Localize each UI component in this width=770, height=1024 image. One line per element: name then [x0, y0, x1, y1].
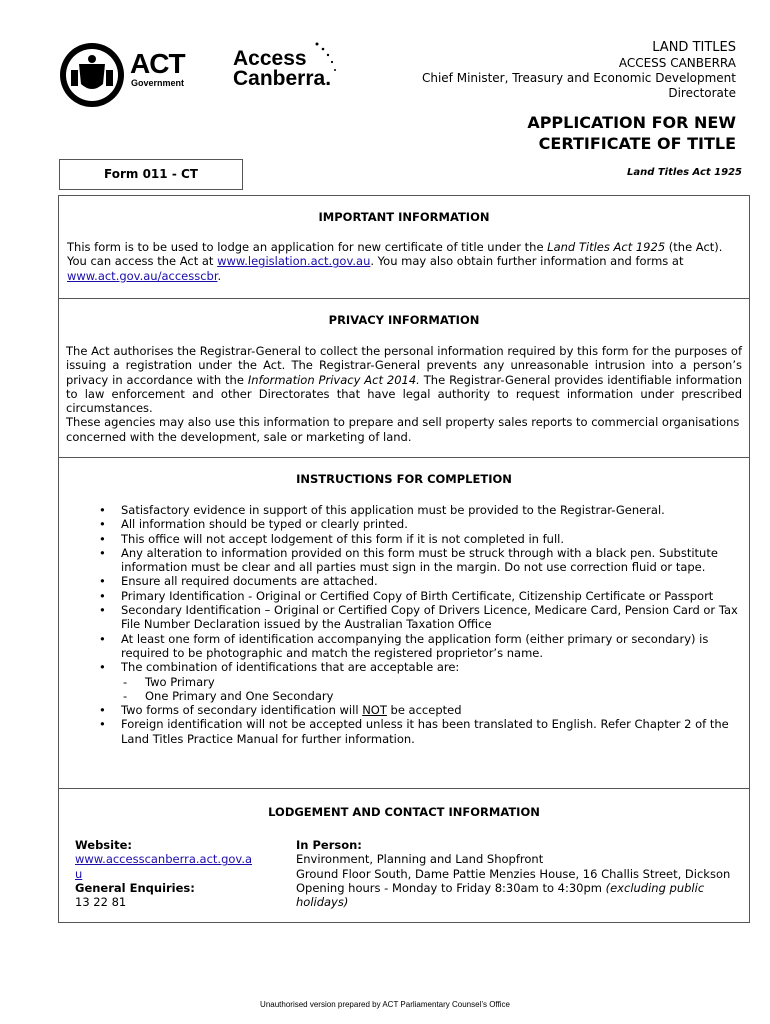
lodgement-section — [59, 789, 749, 922]
title-line2: CERTIFICATE OF TITLE — [538, 134, 736, 153]
header-access-canberra: ACCESS CANBERRA — [618, 56, 736, 70]
combination-list — [121, 675, 741, 704]
header-block — [422, 40, 736, 101]
privacy-section — [59, 299, 749, 458]
act-government-logo — [57, 40, 192, 120]
act-crest-icon — [57, 40, 127, 110]
in-person-column — [296, 838, 741, 909]
contact-column — [75, 838, 283, 909]
legislation-link[interactable]: www.legislation.act.gov.au — [217, 254, 371, 269]
list-item: • Two forms of secondary identification will NOT be accepted — [121, 703, 741, 717]
shopfront-name: Environment, Planning and Land Shopfront — [296, 852, 544, 867]
website-link[interactable]: www.accesscanberra.act.gov.a u — [75, 852, 253, 881]
website-label: Website: — [75, 838, 132, 852]
important-section — [59, 196, 749, 299]
privacy-text: The Act authorises the Registrar-General to collect the personal information required by this form for the purposes of issuing a registration under the Act. The Registrar-General prevents any unreasonable intrusion into a person’s privacy in accordance with the Information Privacy Act 2014. The Registrar-General provides identifiable information to law enforcement and other Directorates that have legal authority to request information under prescribed circumstances. — [66, 344, 743, 416]
privacy-text-2: These agencies may also use this information to prepare and sell property sales reports to commercial organisations concerned with the development, sale or marketing of land. — [66, 415, 740, 444]
opening-hours: Opening hours - Monday to Friday 8:30am to 4:30pm (excluding public holidays) — [296, 880, 705, 910]
act-sub: Government — [131, 78, 185, 88]
in-person-label: In Person: — [296, 838, 362, 852]
important-heading: IMPORTANT INFORMATION — [318, 210, 490, 224]
list-item: • Secondary Identification – Original or Certified Copy of Drivers Licence, Medicare Card, Pension Card or Tax File Number Declaration issued by the Australian Taxation Office — [121, 603, 741, 632]
access-canberra-logo — [233, 40, 353, 100]
shopfront-address: Ground Floor South, Dame Pattie Menzies House, 16 Challis Street, Dickson — [296, 866, 731, 881]
list-item: • Foreign identification will not be accepted unless it has been translated to English. Refer Chapter 2 of the Land Titles Practice Manual for further information. — [121, 717, 741, 746]
phone-number: 13 22 81 — [75, 895, 127, 910]
important-text: This form is to be used to lodge an application for new certificate of title under the Land Titles Act 1925 (the Act). You can access the Act at www.legislation.act.gov.au. You may also obtain further information and forms at www.act.gov.au/accesscbr. — [67, 240, 723, 283]
header-directorate-2: Directorate — [668, 86, 736, 100]
list-item: • Primary Identification - Original or Certified Copy of Birth Certificate, Citizenship Certificate or Passport — [121, 589, 741, 603]
dots-icon — [311, 40, 351, 80]
access-canberra-line1: Access — [233, 47, 307, 70]
lodgement-heading: LODGEMENT AND CONTACT INFORMATION — [268, 805, 540, 819]
list-item: • Satisfactory evidence in support of this application must be provided to the Registrar-General. — [121, 503, 741, 517]
footer-note: Unauthorised version prepared by ACT Parliamentary Counsel’s Office — [260, 1000, 510, 1009]
list-item: • Any alteration to information provided on this form must be struck through with a black pen. Substitute information must be clear and all parties must sign in the margin. Do not use correction fluid or tape. — [121, 546, 741, 575]
title-line1: APPLICATION FOR NEW — [527, 113, 736, 132]
list-item: - Two Primary — [145, 675, 741, 689]
list-item: • Ensure all required documents are attached. — [121, 574, 741, 588]
instructions-heading: INSTRUCTIONS FOR COMPLETION — [296, 472, 512, 486]
main-content — [58, 195, 750, 923]
list-item: • The combination of identifications that are acceptable are: - Two Primary - One Primary and One Secondary — [121, 660, 741, 703]
header-directorate-1: Chief Minister, Treasury and Economic Development — [421, 71, 736, 85]
act-name: ACT — [130, 48, 185, 79]
page-title — [527, 112, 736, 154]
header-land-titles: LAND TITLES — [652, 40, 736, 55]
form-number: Form 011 - CT — [59, 159, 243, 190]
list-item: • This office will not accept lodgement of this form if it is not completed in full. — [121, 532, 741, 546]
privacy-heading: PRIVACY INFORMATION — [328, 313, 480, 327]
list-item: • All information should be typed or clearly printed. — [121, 517, 741, 531]
list-item: • At least one form of identification accompanying the application form (either primary or secondary) is required to be photographic and match the registered proprietor’s name. — [121, 632, 741, 661]
enquiries-label: General Enquiries: — [75, 880, 195, 895]
instructions-section — [59, 458, 749, 789]
instructions-list — [67, 503, 741, 746]
access-canberra-line2: Canberra. — [233, 67, 332, 90]
list-item: - One Primary and One Secondary — [145, 689, 741, 703]
accesscbr-link[interactable]: www.act.gov.au/accesscbr — [67, 268, 218, 283]
act-reference: Land Titles Act 1925 — [626, 167, 742, 178]
